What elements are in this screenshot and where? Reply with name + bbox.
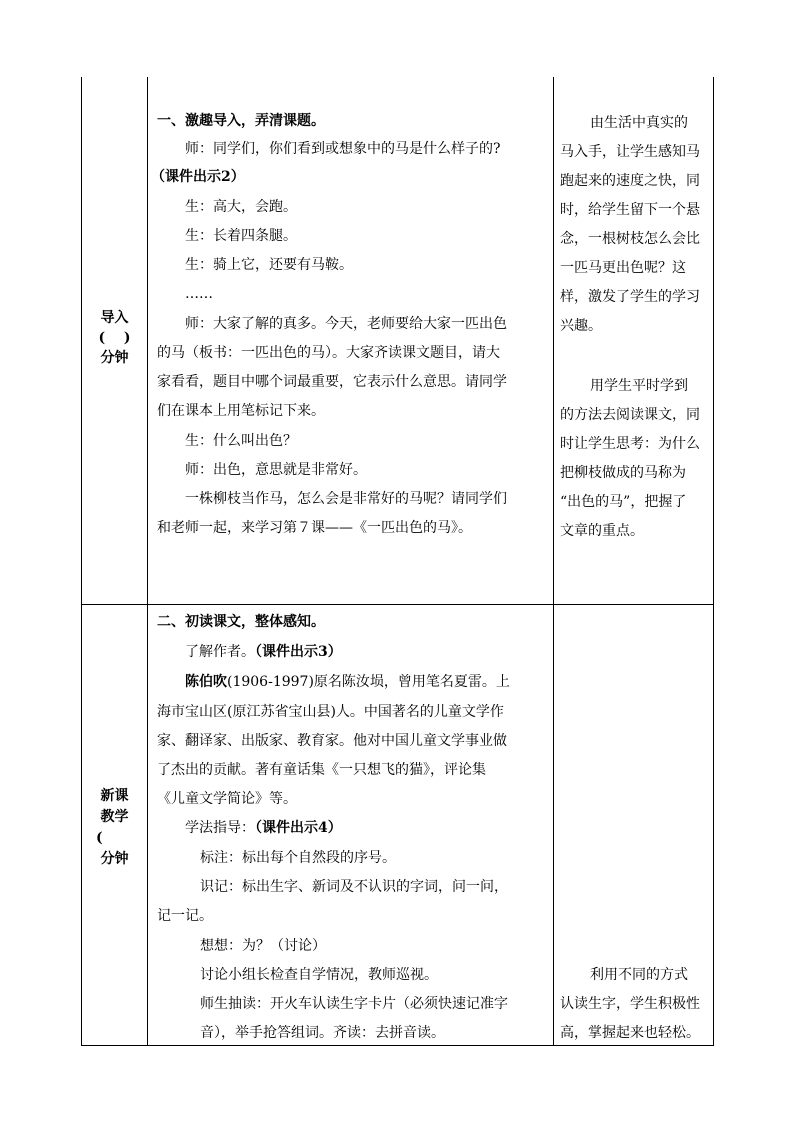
table-bottom-border (81, 1045, 714, 1046)
row2-label-line: 新课 (100, 788, 129, 804)
row2-line: 师生抽读：开火车认读生字卡片（必须快速记准字 (200, 996, 508, 1012)
row2-line: 标注：标出每个自然段的序号。 (200, 850, 396, 866)
row2-note-line: 利用不同的方式 (590, 967, 688, 983)
row2-note-line: 认读生字，学生积极性 (560, 996, 700, 1012)
row2-line: 二、初读课文，整体感知。 (157, 614, 325, 630)
table-col2-divider (553, 77, 554, 1046)
row2-line: 了杰出的贡献。著有童话集《一只想飞的猫》，评论集 (157, 762, 486, 778)
row1-note-line: 马入手，让学生感知马 (560, 144, 700, 160)
row2-line: 记一记。 (157, 908, 213, 924)
row2-line-bold: （课件出示4） (255, 820, 342, 836)
row1-note-line: 把柳枝做成的马称为 (560, 465, 686, 481)
row1-note-line: 用学生平时学到 (590, 378, 688, 394)
row1-line: 一株柳枝当作马，怎么会是非常好的马呢？请同学们 (185, 491, 507, 507)
row1-note-line: 时，给学生留下一个悬 (560, 202, 700, 218)
row1-line: 和老师一起，来学习第７课——《一匹出色的马》。 (157, 520, 472, 536)
row2-line-text: 了解作者。 (185, 644, 255, 660)
row1-note-line: 样，激发了学生的学习 (560, 289, 700, 305)
row1-line: 生：什么叫出色？ (185, 433, 297, 449)
row1-note-line: 兴趣。 (560, 318, 602, 334)
row1-label-line: ( ) (98, 330, 131, 346)
row1-note-line: 由生活中真实的 (590, 115, 688, 131)
row2-line (185, 642, 342, 662)
row2-line: 海市宝山区(原江苏省宝山县)人。中国著名的儿童文学作 (157, 704, 504, 720)
row1-section-label (82, 308, 147, 368)
row1-note-line: 的方法去阅读课文，同 (560, 407, 700, 423)
row1-note-line: 念，一根树枝怎么会比 (560, 231, 700, 247)
row2-line: 识记：标出生字、新词及不认识的字词，问一问， (200, 879, 508, 895)
row2-note-line: 高，掌握起来也轻松。 (560, 1025, 700, 1041)
table-col1-divider (147, 77, 148, 1046)
row2-line (185, 818, 342, 838)
row2-label-line: 分钟 (100, 851, 129, 867)
table-right-border (713, 77, 714, 1046)
row2-line: 《儿童文学简论》等。 (157, 791, 297, 807)
row1-label-line: 导入 (100, 310, 129, 326)
row2-line (185, 672, 510, 692)
row2-line: 家、翻译家、出版家、教育家。他对中国儿童文学事业做 (157, 733, 507, 749)
row2-section-label (82, 786, 147, 870)
row1-line: 的马（板书：一匹出色的马）。大家齐读课文题目，请大 (157, 345, 500, 361)
row1-line: 师：出色，意思就是非常好。 (185, 462, 367, 478)
row1-note-line: 跑起来的速度之快，同 (560, 173, 700, 189)
row1-line: （课件出示2） (151, 169, 245, 185)
row1-note-line: “出色的马”，把握了 (560, 494, 687, 510)
row2-line: 音），举手抢答组词。齐读：去拼音读。 (200, 1025, 445, 1041)
row1-note-line: 一匹马更出色呢？这 (560, 260, 686, 276)
row1-label-line: 分钟 (100, 350, 129, 366)
row1-note-line: 时让学生思考：为什么 (560, 436, 700, 452)
table-row-divider (81, 604, 714, 605)
row1-line: 师：大家了解的真多。今天，老师要给大家一匹出色 (185, 316, 507, 332)
row1-line: 师：同学们，你们看到或想象中的马是什么样子的? (185, 141, 501, 157)
row1-line: …… (185, 286, 213, 302)
row1-line: 生：长着四条腿。 (185, 228, 297, 244)
row2-label-line: ( (96, 830, 103, 846)
row2-line-text: 学法指导： (185, 820, 255, 836)
author-name: 陈伯吹 (185, 674, 227, 690)
row1-line: 生：高大，会跑。 (185, 199, 297, 215)
row2-line: 讨论小组长检查自学情况，教师巡视。 (200, 967, 438, 983)
row2-line-bold: （课件出示3） (255, 644, 342, 660)
table-left-border (81, 77, 82, 1046)
row2-label-line: 教学 (100, 809, 129, 825)
row1-line: 一、激趣导入，弄清课题。 (157, 113, 325, 129)
row1-line: 家看看，题目中哪个词最重要，它表示什么意思。请同学 (157, 374, 507, 390)
row1-line: 们在课本上用笔标记下来。 (157, 403, 325, 419)
row2-line: 想想：为？（讨论） (200, 938, 326, 954)
row2-line-text: (1906-1997)原名陈汝埙，曾用笔名夏雷。上 (227, 674, 510, 690)
row1-note-line: 文章的重点。 (560, 523, 644, 539)
row1-line: 生：骑上它，还要有马鞍。 (185, 257, 353, 273)
